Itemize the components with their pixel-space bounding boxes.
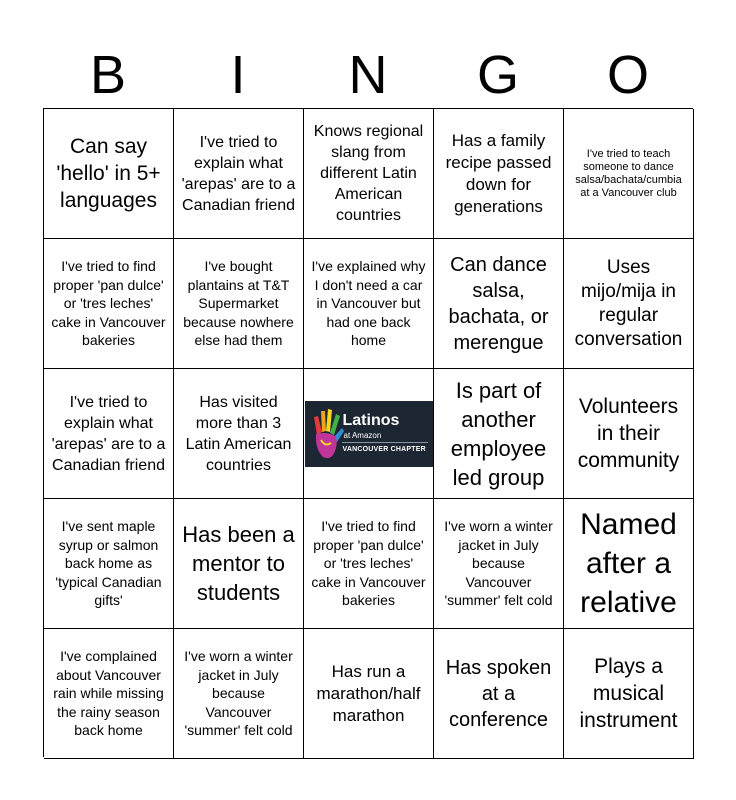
bingo-cell[interactable] — [434, 109, 564, 239]
free-space-cell — [304, 369, 434, 499]
bingo-cell[interactable] — [44, 629, 174, 759]
cell-text: Knows regional slang from different Latin American countries — [313, 123, 424, 224]
cell-text: Plays a musical instrument — [579, 655, 678, 732]
cell-text: I've tried to find proper 'pan dulce' or 'tres leches' cake in Vancouver bakeries — [51, 258, 166, 349]
header-letter-i: I — [230, 45, 246, 105]
cell-text: I've sent maple syrup or salmon back home as 'typical Canadian gifts' — [55, 518, 162, 609]
cell-text: Can say 'hello' in 5+ languages — [56, 135, 161, 212]
painted-hand-icon — [311, 407, 345, 461]
bingo-cell[interactable] — [304, 499, 434, 629]
cell-text: I've bought plantains at T&T Supermarket because nowhere else had them — [183, 258, 294, 349]
cell-text: I've worn a winter jacket in July because Vancouver 'summer' felt cold — [184, 648, 293, 739]
cell-text: Has run a marathon/half marathon — [316, 661, 421, 725]
latinos-at-amazon-logo — [305, 401, 433, 467]
header-letter-g: G — [476, 45, 519, 105]
bingo-grid — [43, 108, 693, 757]
bingo-cell[interactable] — [564, 369, 694, 499]
bingo-cell[interactable] — [174, 629, 304, 759]
bingo-cell[interactable] — [44, 499, 174, 629]
cell-text: I've tried to explain what 'arepas' are to a Canadian friend — [51, 393, 166, 474]
logo-title: Latinos — [342, 411, 400, 429]
cell-text: Volunteers in their community — [577, 395, 680, 472]
logo-subtitle: at Amazon — [343, 430, 382, 440]
cell-text: Named after a relative — [580, 508, 677, 619]
cell-text: Has visited more than 3 Latin American countries — [185, 393, 292, 474]
bingo-cell[interactable] — [564, 109, 694, 239]
bingo-cell[interactable] — [564, 499, 694, 629]
logo-chapter: VANCOUVER CHAPTER — [342, 445, 426, 453]
bingo-cell[interactable] — [174, 369, 304, 499]
bingo-cell[interactable] — [44, 109, 174, 239]
header-letter-b: B — [89, 45, 127, 105]
bingo-cell[interactable] — [434, 629, 564, 759]
cell-text: Has been a mentor to students — [182, 522, 295, 605]
bingo-cell[interactable] — [434, 239, 564, 369]
cell-text: Uses mijo/mija in regular conversation — [574, 256, 683, 350]
bingo-cell[interactable] — [174, 499, 304, 629]
cell-text: Has a family recipe passed down for generations — [445, 130, 552, 216]
cell-text: Can dance salsa, bachata, or merengue — [448, 253, 549, 354]
logo-divider — [342, 442, 428, 443]
cell-text: I've tried to find proper 'pan dulce' or 'tres leches' cake in Vancouver bakeries — [311, 518, 426, 609]
bingo-cell[interactable] — [564, 629, 694, 759]
bingo-cell[interactable] — [304, 239, 434, 369]
bingo-cell[interactable] — [44, 239, 174, 369]
cell-text: Has spoken at a conference — [445, 656, 552, 731]
cell-text: I've tried to teach someone to dance salsa/bachata/cumbia at a Vancouver club — [575, 147, 682, 199]
header-letter-o: O — [606, 45, 649, 105]
bingo-cell[interactable] — [434, 369, 564, 499]
bingo-cell[interactable] — [304, 629, 434, 759]
bingo-cell[interactable] — [434, 499, 564, 629]
header-letter-n: N — [348, 45, 388, 105]
cell-text: I've complained about Vancouver rain while missing the rainy season back home — [53, 648, 164, 739]
bingo-cell[interactable] — [44, 369, 174, 499]
cell-text: I've worn a winter jacket in July because Vancouver 'summer' felt cold — [444, 518, 553, 609]
cell-text: I've explained why I don't need a car in Vancouver but had one back home — [311, 258, 426, 349]
bingo-cell[interactable] — [304, 109, 434, 239]
bingo-cell[interactable] — [564, 239, 694, 369]
cell-text: I've tried to explain what 'arepas' are to a Canadian friend — [181, 133, 296, 214]
bingo-cell[interactable] — [174, 109, 304, 239]
bingo-header — [43, 42, 693, 108]
cell-text: Is part of another employee led group — [450, 377, 547, 490]
bingo-cell[interactable] — [174, 239, 304, 369]
